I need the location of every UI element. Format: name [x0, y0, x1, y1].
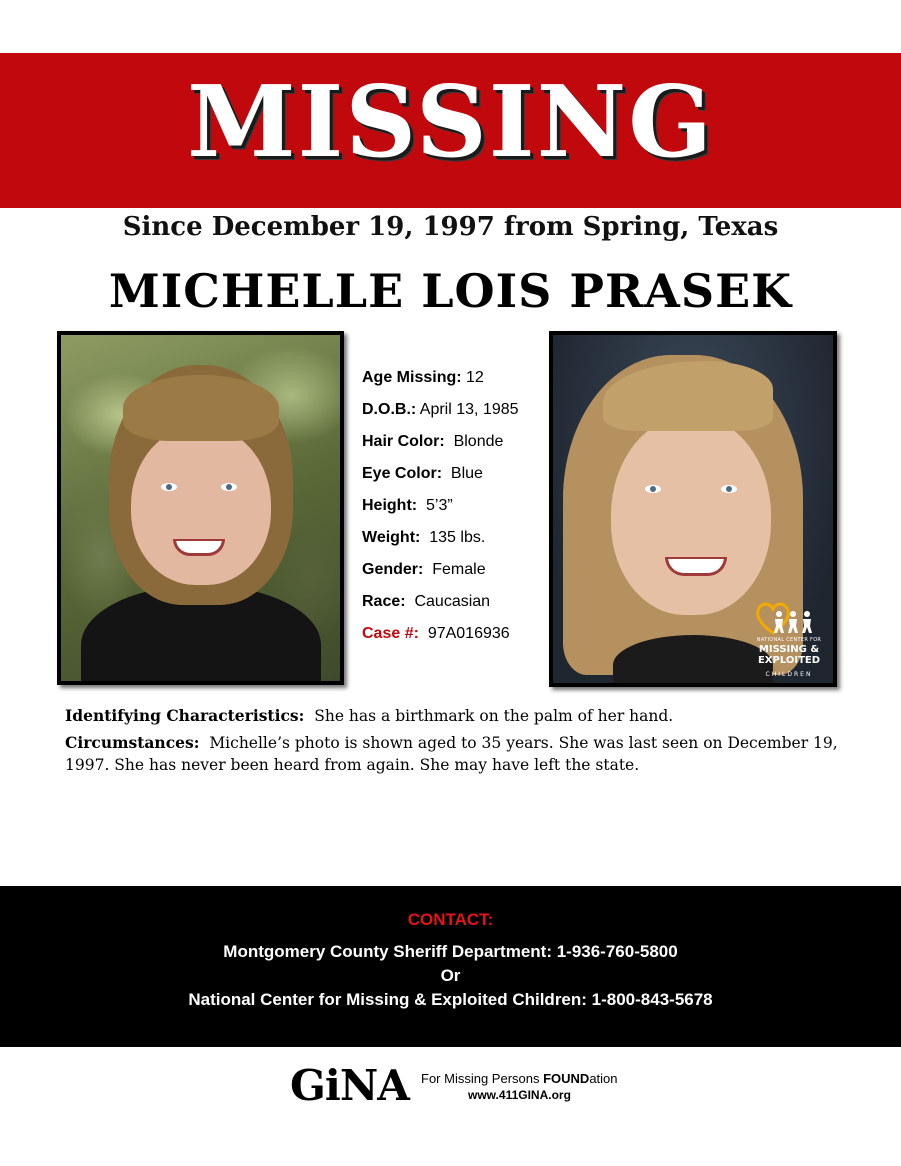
detail-weight: Weight: 135 lbs.	[362, 529, 486, 546]
identifying-label: Identifying Characteristics:	[65, 706, 305, 725]
identifying-text: She has a birthmark on the palm of her hand.	[314, 707, 674, 725]
missing-since-line: Since December 19, 1997 from Spring, Texas	[122, 212, 779, 242]
child-figure-icon	[773, 611, 785, 633]
missing-banner	[0, 53, 901, 208]
gina-logo	[290, 1061, 650, 1110]
ncmec-line1: NATIONAL CENTER FOR	[756, 637, 822, 643]
age-progressed-photo	[549, 331, 837, 687]
ncmec-logo	[751, 601, 827, 679]
detail-eye-color: Eye Color: Blue	[362, 465, 483, 482]
contact-or: Or	[440, 966, 461, 985]
childhood-photo	[57, 331, 344, 685]
gina-logo-text: GiNA	[290, 1061, 409, 1110]
detail-hair-color: Hair Color: Blonde	[362, 433, 504, 450]
circumstances	[65, 732, 845, 776]
detail-case-number: Case #: 97A016936	[362, 625, 510, 642]
detail-dob: D.O.B.: April 13, 1985	[362, 401, 519, 418]
circumstances-label: Circumstances:	[65, 733, 200, 752]
details-list	[362, 362, 542, 650]
gina-tagline: For Missing Persons FOUNDation	[421, 1071, 618, 1086]
person-name: MICHELLE LOIS PRASEK	[108, 264, 793, 318]
detail-gender: Gender: Female	[362, 561, 486, 578]
ncmec-line2: MISSING &	[758, 644, 820, 655]
gina-url[interactable]: www.411GINA.org	[468, 1088, 571, 1102]
ncmec-line4: CHILDREN	[765, 671, 813, 678]
detail-height: Height: 5’3”	[362, 497, 453, 514]
banner-title: MISSING	[187, 64, 714, 180]
child-figure-icon	[801, 611, 813, 633]
contact-title: CONTACT:	[407, 910, 494, 929]
circumstances-text: Michelle’s photo is shown aged to 35 years. She was last seen on December 19, 1997. She has never been heard from again. She may have left the state.	[65, 734, 838, 774]
identifying-characteristics	[65, 705, 845, 727]
contact-section	[0, 886, 901, 1047]
detail-race: Race: Caucasian	[362, 593, 491, 610]
contact-sheriff: Montgomery County Sheriff Department: 1-936-760-5800	[223, 942, 678, 961]
ncmec-line3: EXPLOITED	[757, 655, 821, 666]
detail-age-missing: Age Missing: 12	[362, 369, 484, 386]
contact-ncmec: National Center for Missing & Exploited Children: 1-800-843-5678	[188, 990, 713, 1009]
child-figure-icon	[787, 611, 799, 633]
